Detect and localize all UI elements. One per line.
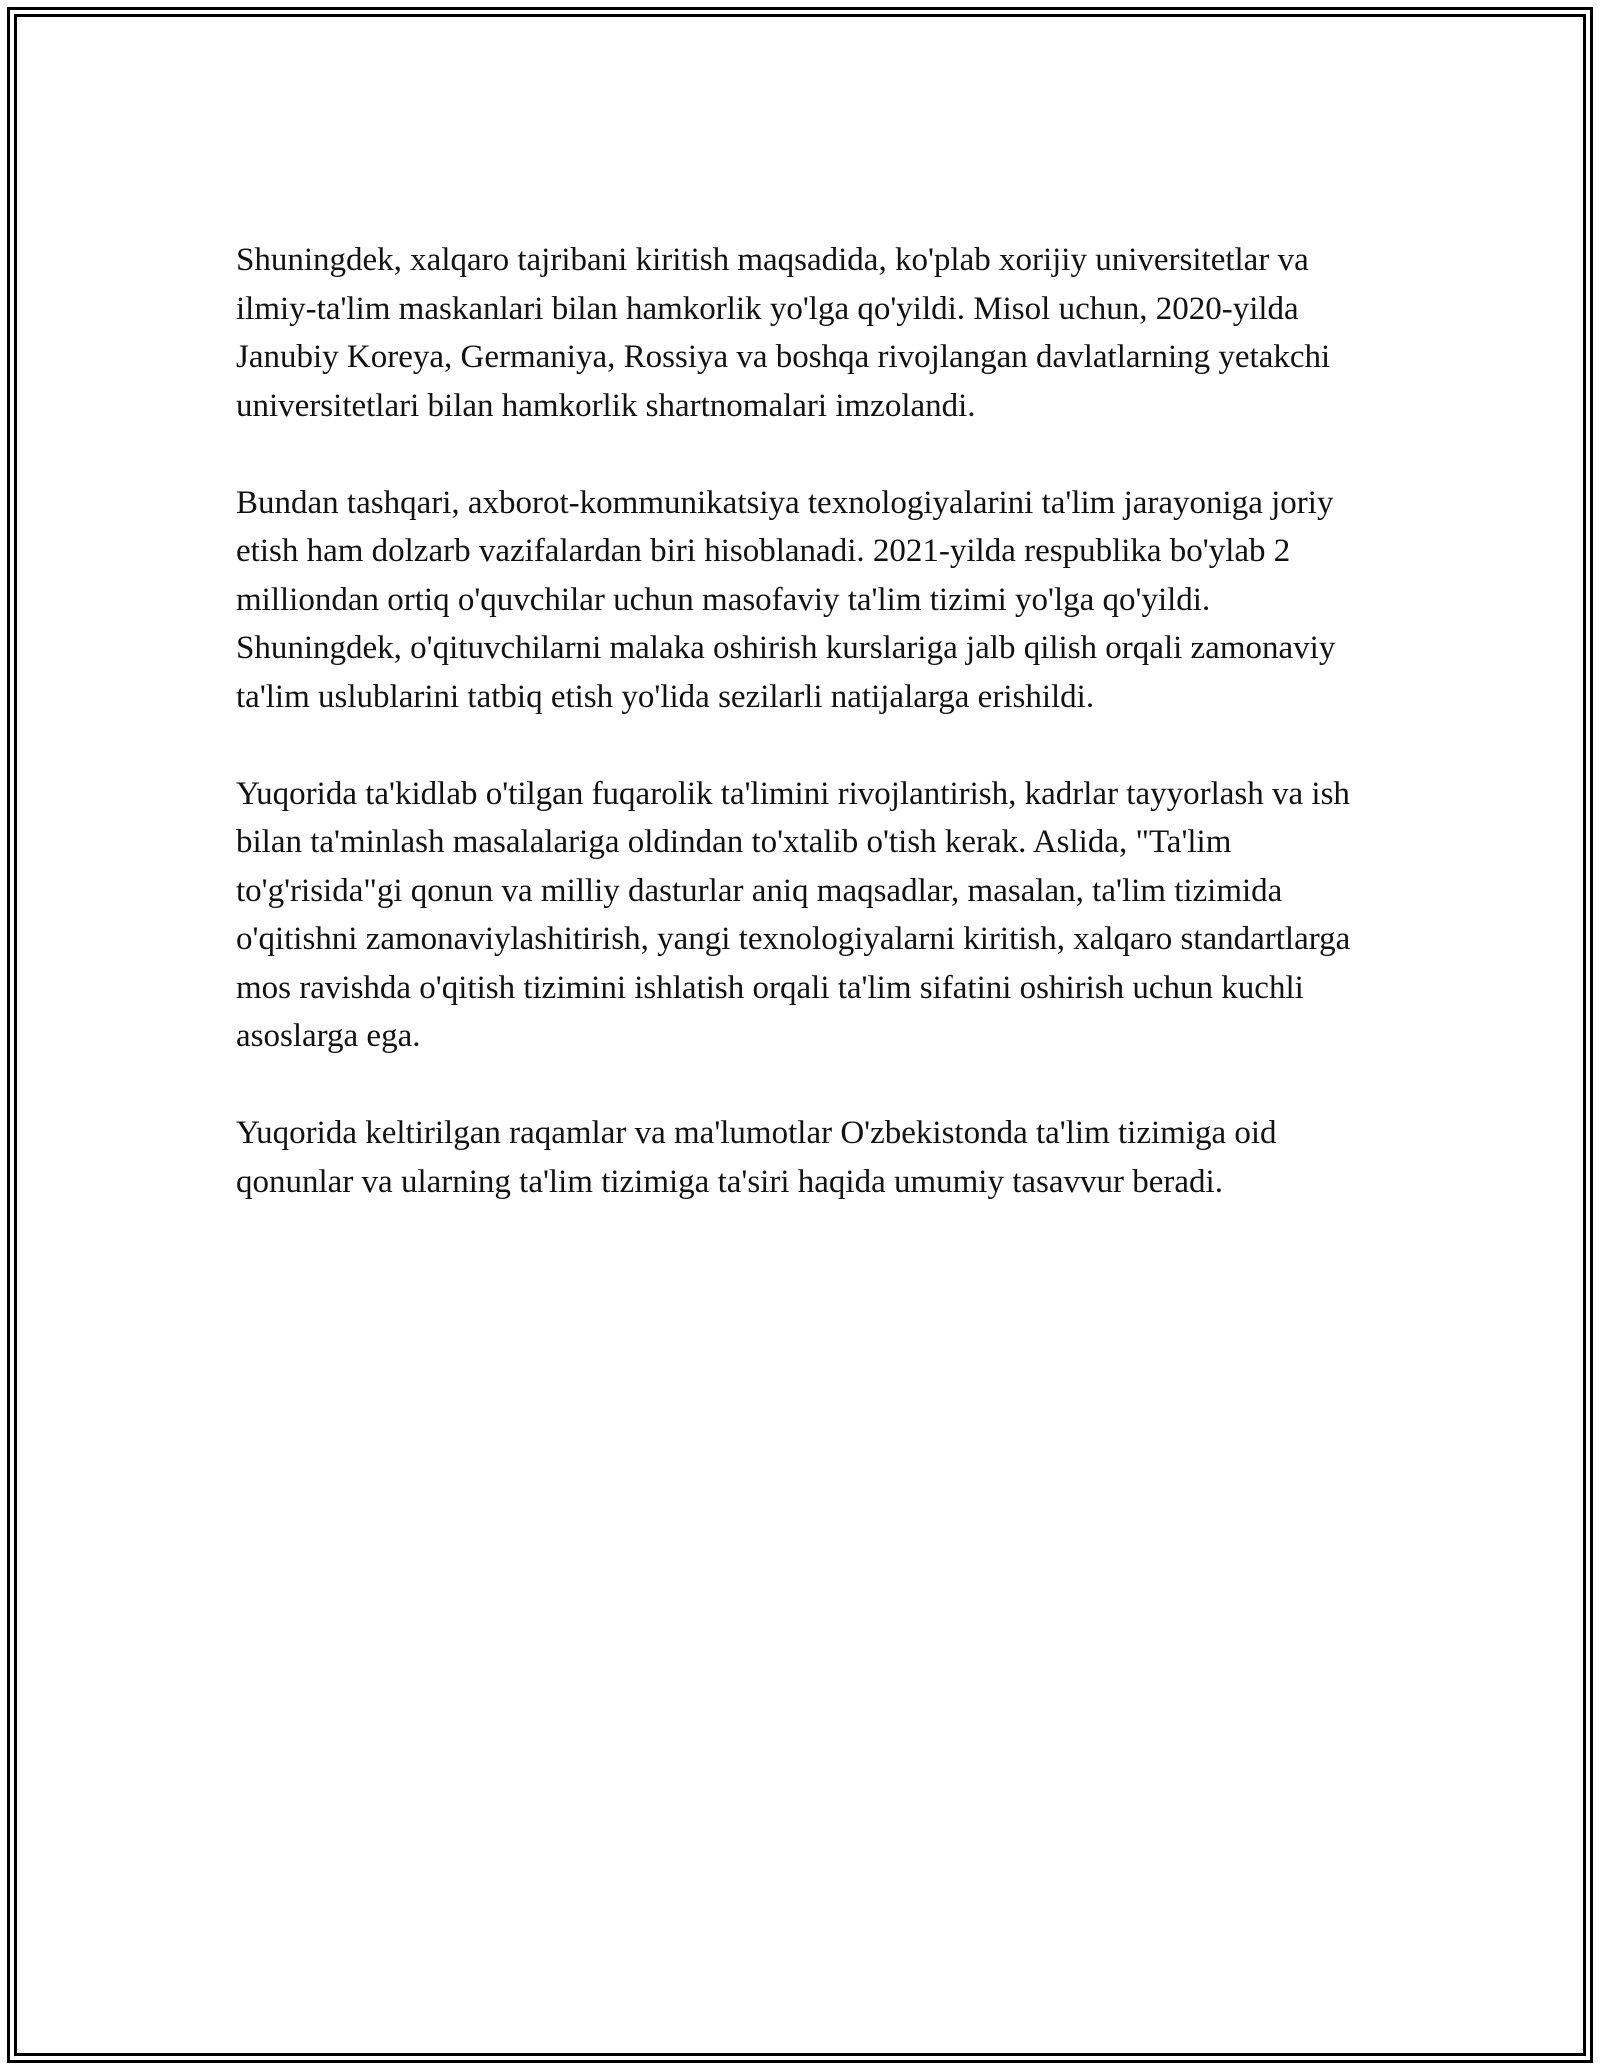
paragraph-4: Yuqorida keltirilgan raqamlar va ma'lumotlar O'zbekistonda ta'lim tizimiga oid qonunlar va ularning ta'lim tizimiga ta'siri haqida umumiy tasavvur beradi. [236,1115,1277,1200]
paragraph-3: Yuqorida ta'kidlab o'tilgan fuqarolik ta'limini rivojlantirish, kadrlar tayyorlash va ish bilan ta'minlash masalalariga oldindan to'xtalib o'tish kerak. Aslida, "Ta'lim to'g'risida"gi qonun va milliy dasturlar aniq maqsadlar, masalan, ta'lim tizimida o'qitishni zamonaviylashitirish, yangi texnologiyalarni kiritish, xalqaro standartlarga mos ravishda o'qitish tizimini ishlatish orqali ta'lim sifatini oshirish uchun kuchli asoslarga ega. [236,775,1351,1054]
paragraph-2: Bundan tashqari, axborot-kommunikatsiya texnologiyalarini ta'lim jarayoniga joriy etish ham dolzarb vazifalardan biri hisoblanadi. 2021-yilda respublika bo'ylab 2 milliondan ortiq o'quvchilar uchun masofaviy ta'lim tizimi yo'lga qo'yildi. Shuningdek, o'qituvchilarni malaka oshirish kurslariga jalb qilish orqali zamonaviy ta'lim uslublarini tatbiq etish yo'lida sezilarli natijalarga erishildi. [236,484,1336,715]
paragraph-1: Shuningdek, xalqaro tajribani kiritish maqsadida, ko'plab xorijiy universitetlar va ilmiy-ta'lim maskanlari bilan hamkorlik yo'lga qo'yildi. Misol uchun, 2020-yilda Janubiy Koreya, Germaniya, Rossiya va boshqa rivojlangan davlatlarning yetakchi universitetlari bilan hamkorlik shartnomalari imzolandi. [236,242,1331,424]
document-body [236,236,1376,1255]
